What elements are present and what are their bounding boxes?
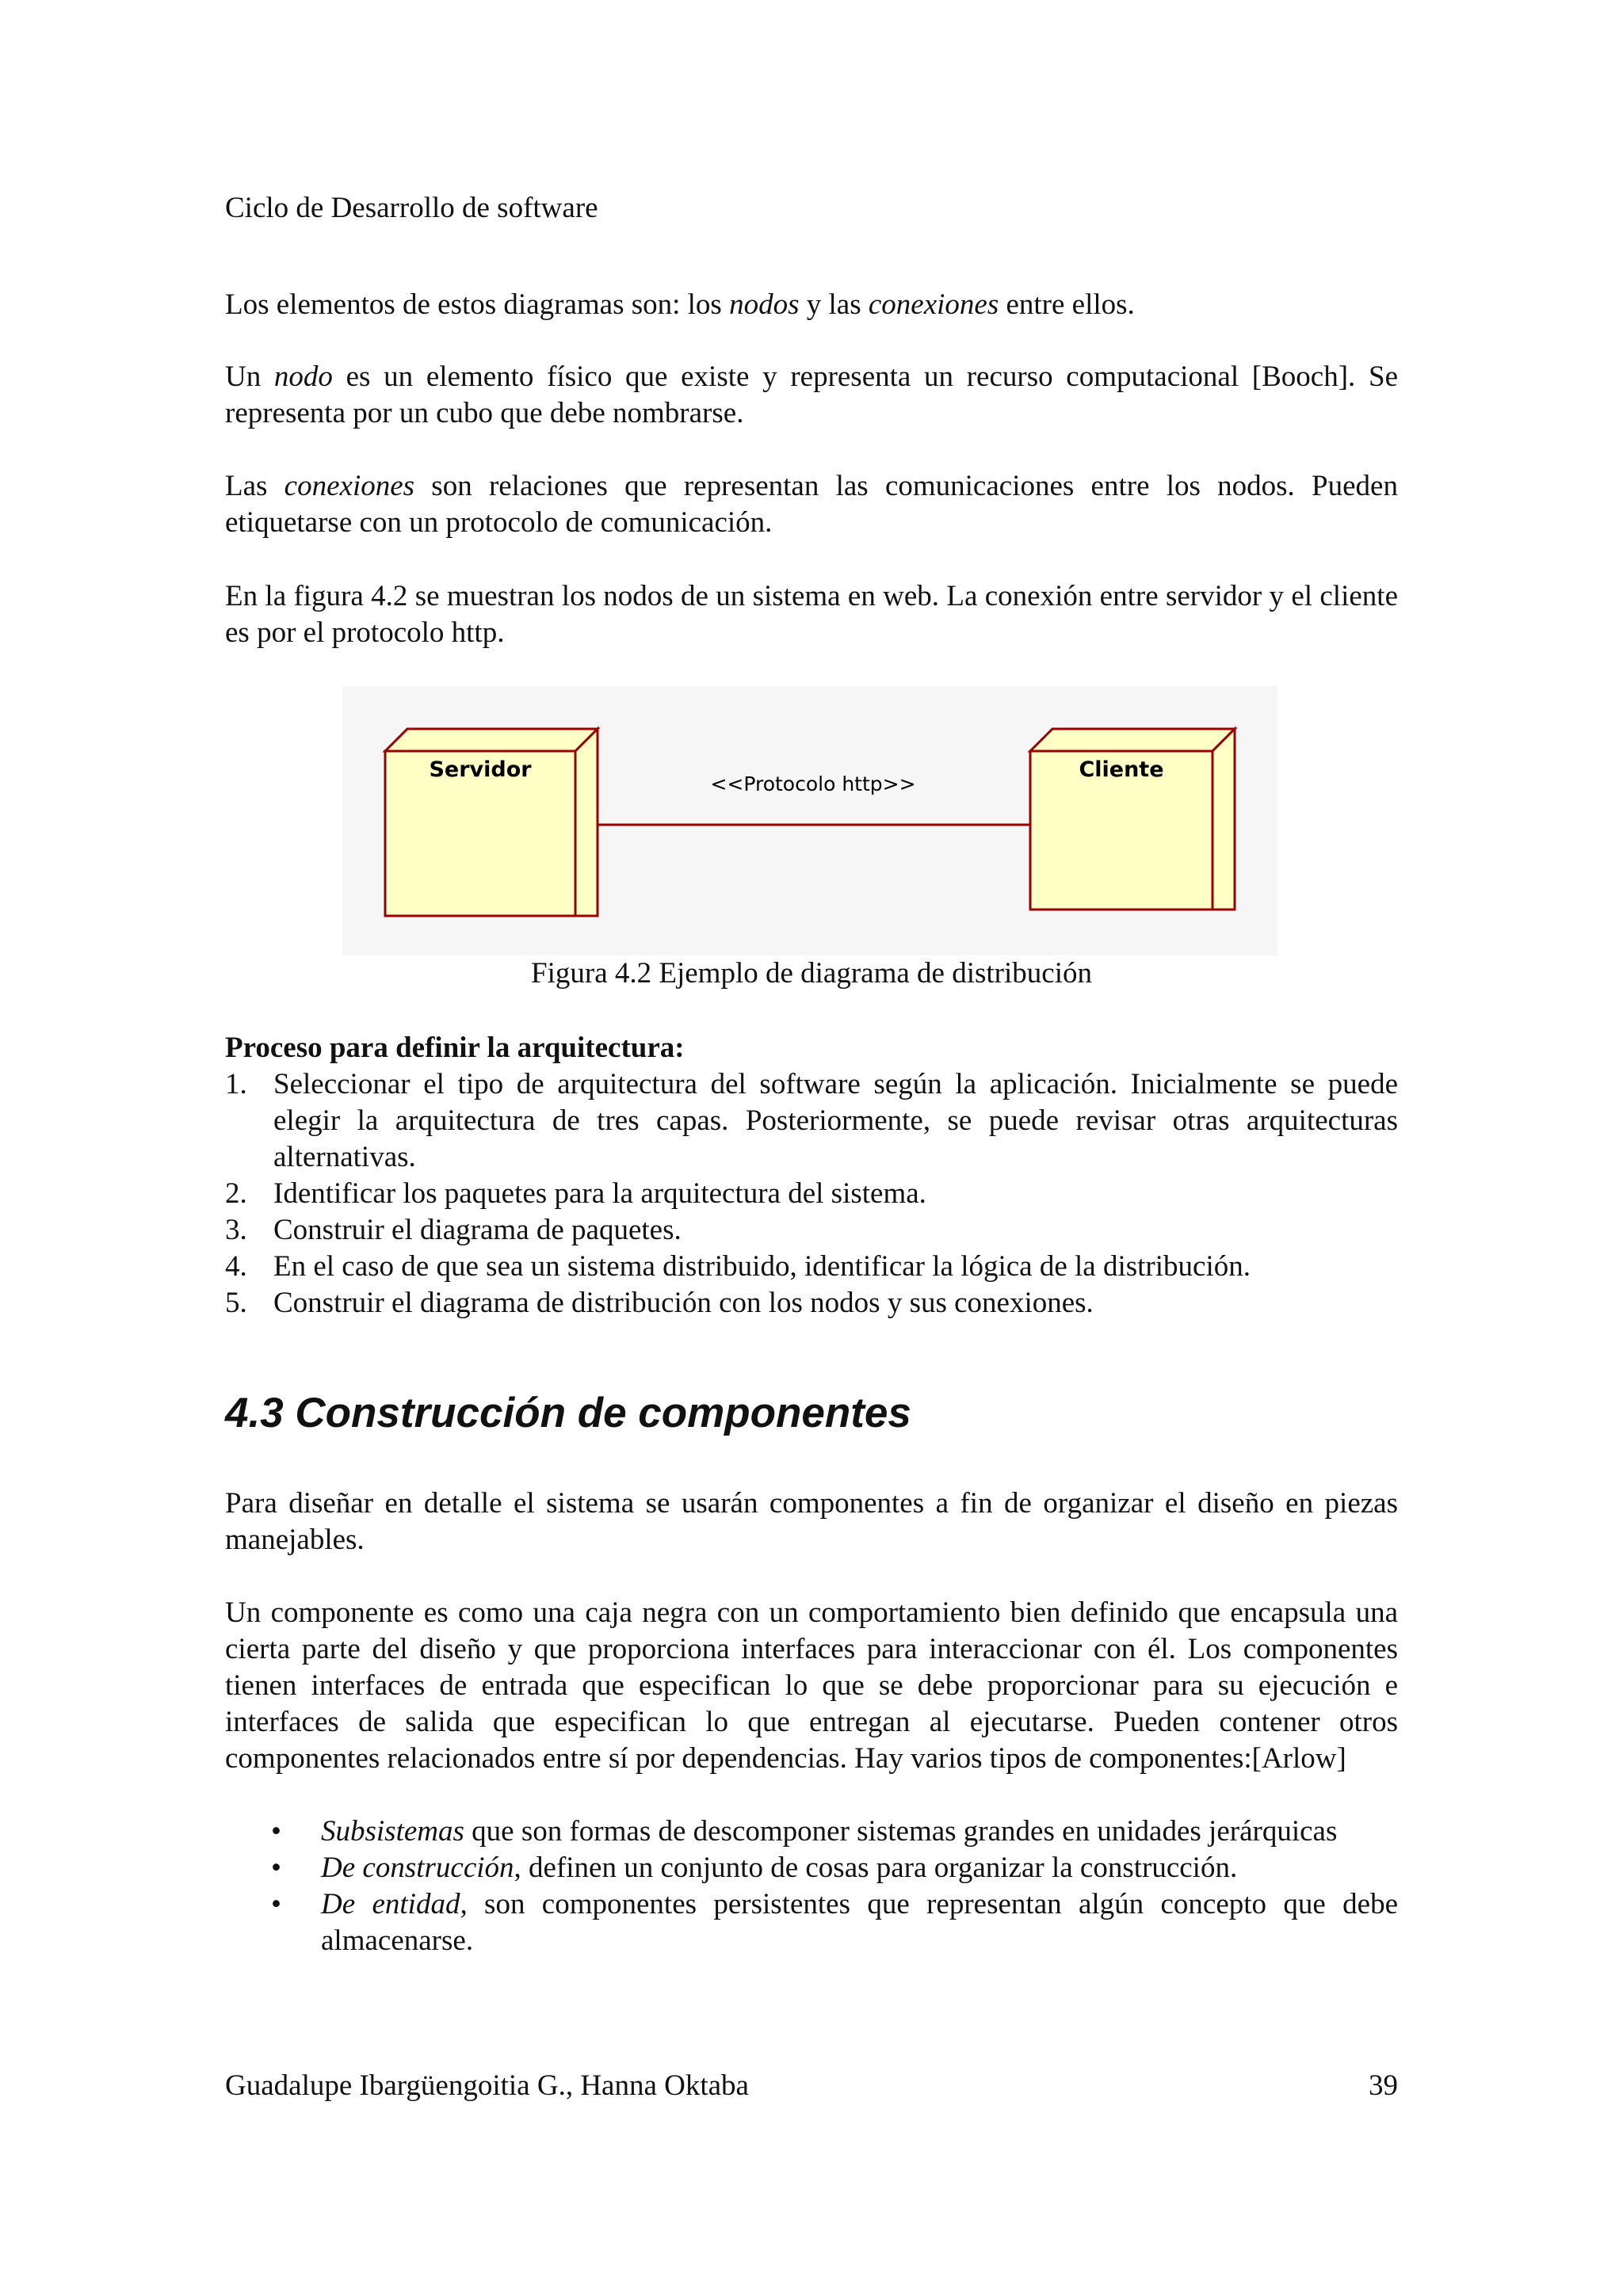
node-cliente-side	[1212, 729, 1235, 910]
process-step: 1. Seleccionar el tipo de arquitectura del software según la aplicación. Inicialmente se puede elegir la arquitectura de tres capas. Posteriormente, se puede revisar otras arquitecturas alternativas.	[225, 1068, 1398, 1173]
node-servidor-top	[385, 729, 598, 751]
deployment-diagram-svg	[342, 686, 1277, 955]
process-step: 5. Construir el diagrama de distribución con los nodos y sus conexiones.	[225, 1287, 1094, 1319]
page-number: 39	[1369, 2069, 1398, 2102]
paragraph-connections: Las conexiones son relaciones que representan las comunicaciones entre los nodos. Pueden etiquetarse con un protocolo de comunicación.	[225, 470, 1398, 539]
process-steps	[225, 1066, 1398, 1322]
node-cliente	[1030, 729, 1235, 910]
process-section	[225, 1030, 1398, 1322]
node-cliente-top	[1030, 729, 1235, 751]
component-types	[225, 1814, 1398, 1959]
process-title: Proceso para definir la arquitectura:	[225, 1032, 685, 1064]
connection-label: <<Protocolo http>>	[710, 772, 916, 795]
paragraph-node-definition: Un nodo es un elemento físico que existe y representa un recurso computacional [Booch]. Se representa por un cubo que debe nombrarse.	[225, 360, 1398, 429]
node-servidor-label: Servidor	[429, 757, 532, 782]
node-servidor	[385, 729, 598, 916]
paragraph-components-intro: Para diseñar en detalle el sistema se usarán componentes a fin de organizar el diseño en piezas manejables.	[225, 1487, 1398, 1556]
paragraph-component-definition: Un componente es como una caja negra con un comportamiento bien definido que encapsula una cierta parte del diseño y que proporciona interfaces para interaccionar con él. Los componentes tienen interfaces de entrada que especifican lo que se debe proporcionar para su ejecución e interfaces de salida que especifican lo que entregan al ejecutarse. Pueden contener otros componentes relacionados entre sí por dependencias. Hay varios tipos de componentes:[Arlow]	[225, 1596, 1398, 1775]
process-step: 2. Identificar los paquetes para la arquitectura del sistema.	[225, 1177, 926, 1210]
footer-authors: Guadalupe Ibargüengoitia G., Hanna Oktaba	[225, 2069, 749, 2102]
node-cliente-label: Cliente	[1079, 757, 1164, 782]
node-servidor-side	[575, 729, 598, 916]
list-item: • De construcción, definen un conjunto de cosas para organizar la construcción.	[271, 1852, 1238, 1884]
paragraph-elements: Los elementos de estos diagramas son: los nodos y las conexiones entre ellos.	[225, 288, 1135, 321]
deployment-diagram	[342, 686, 1277, 955]
list-item: • Subsistemas que son formas de descomponer sistemas grandes en unidades jerárquicas	[271, 1815, 1338, 1848]
running-header: Ciclo de Desarrollo de software	[225, 192, 598, 224]
figure-caption: Figura 4.2 Ejemplo de diagrama de distribución	[531, 957, 1092, 990]
component-types-list	[225, 1814, 1398, 1959]
process-step: 3. Construir el diagrama de paquetes.	[225, 1214, 682, 1246]
list-item: • De entidad, son componentes persistentes que representan algún concepto que debe almacenarse.	[271, 1888, 1398, 1957]
paragraph-figure-intro: En la figura 4.2 se muestran los nodos de un sistema en web. La conexión entre servidor y el cliente es por el protocolo http.	[225, 580, 1398, 649]
section-heading: 4.3 Construcción de componentes	[225, 1390, 911, 1436]
process-step: 4. En el caso de que sea un sistema distribuido, identificar la lógica de la distribución.	[225, 1250, 1251, 1283]
